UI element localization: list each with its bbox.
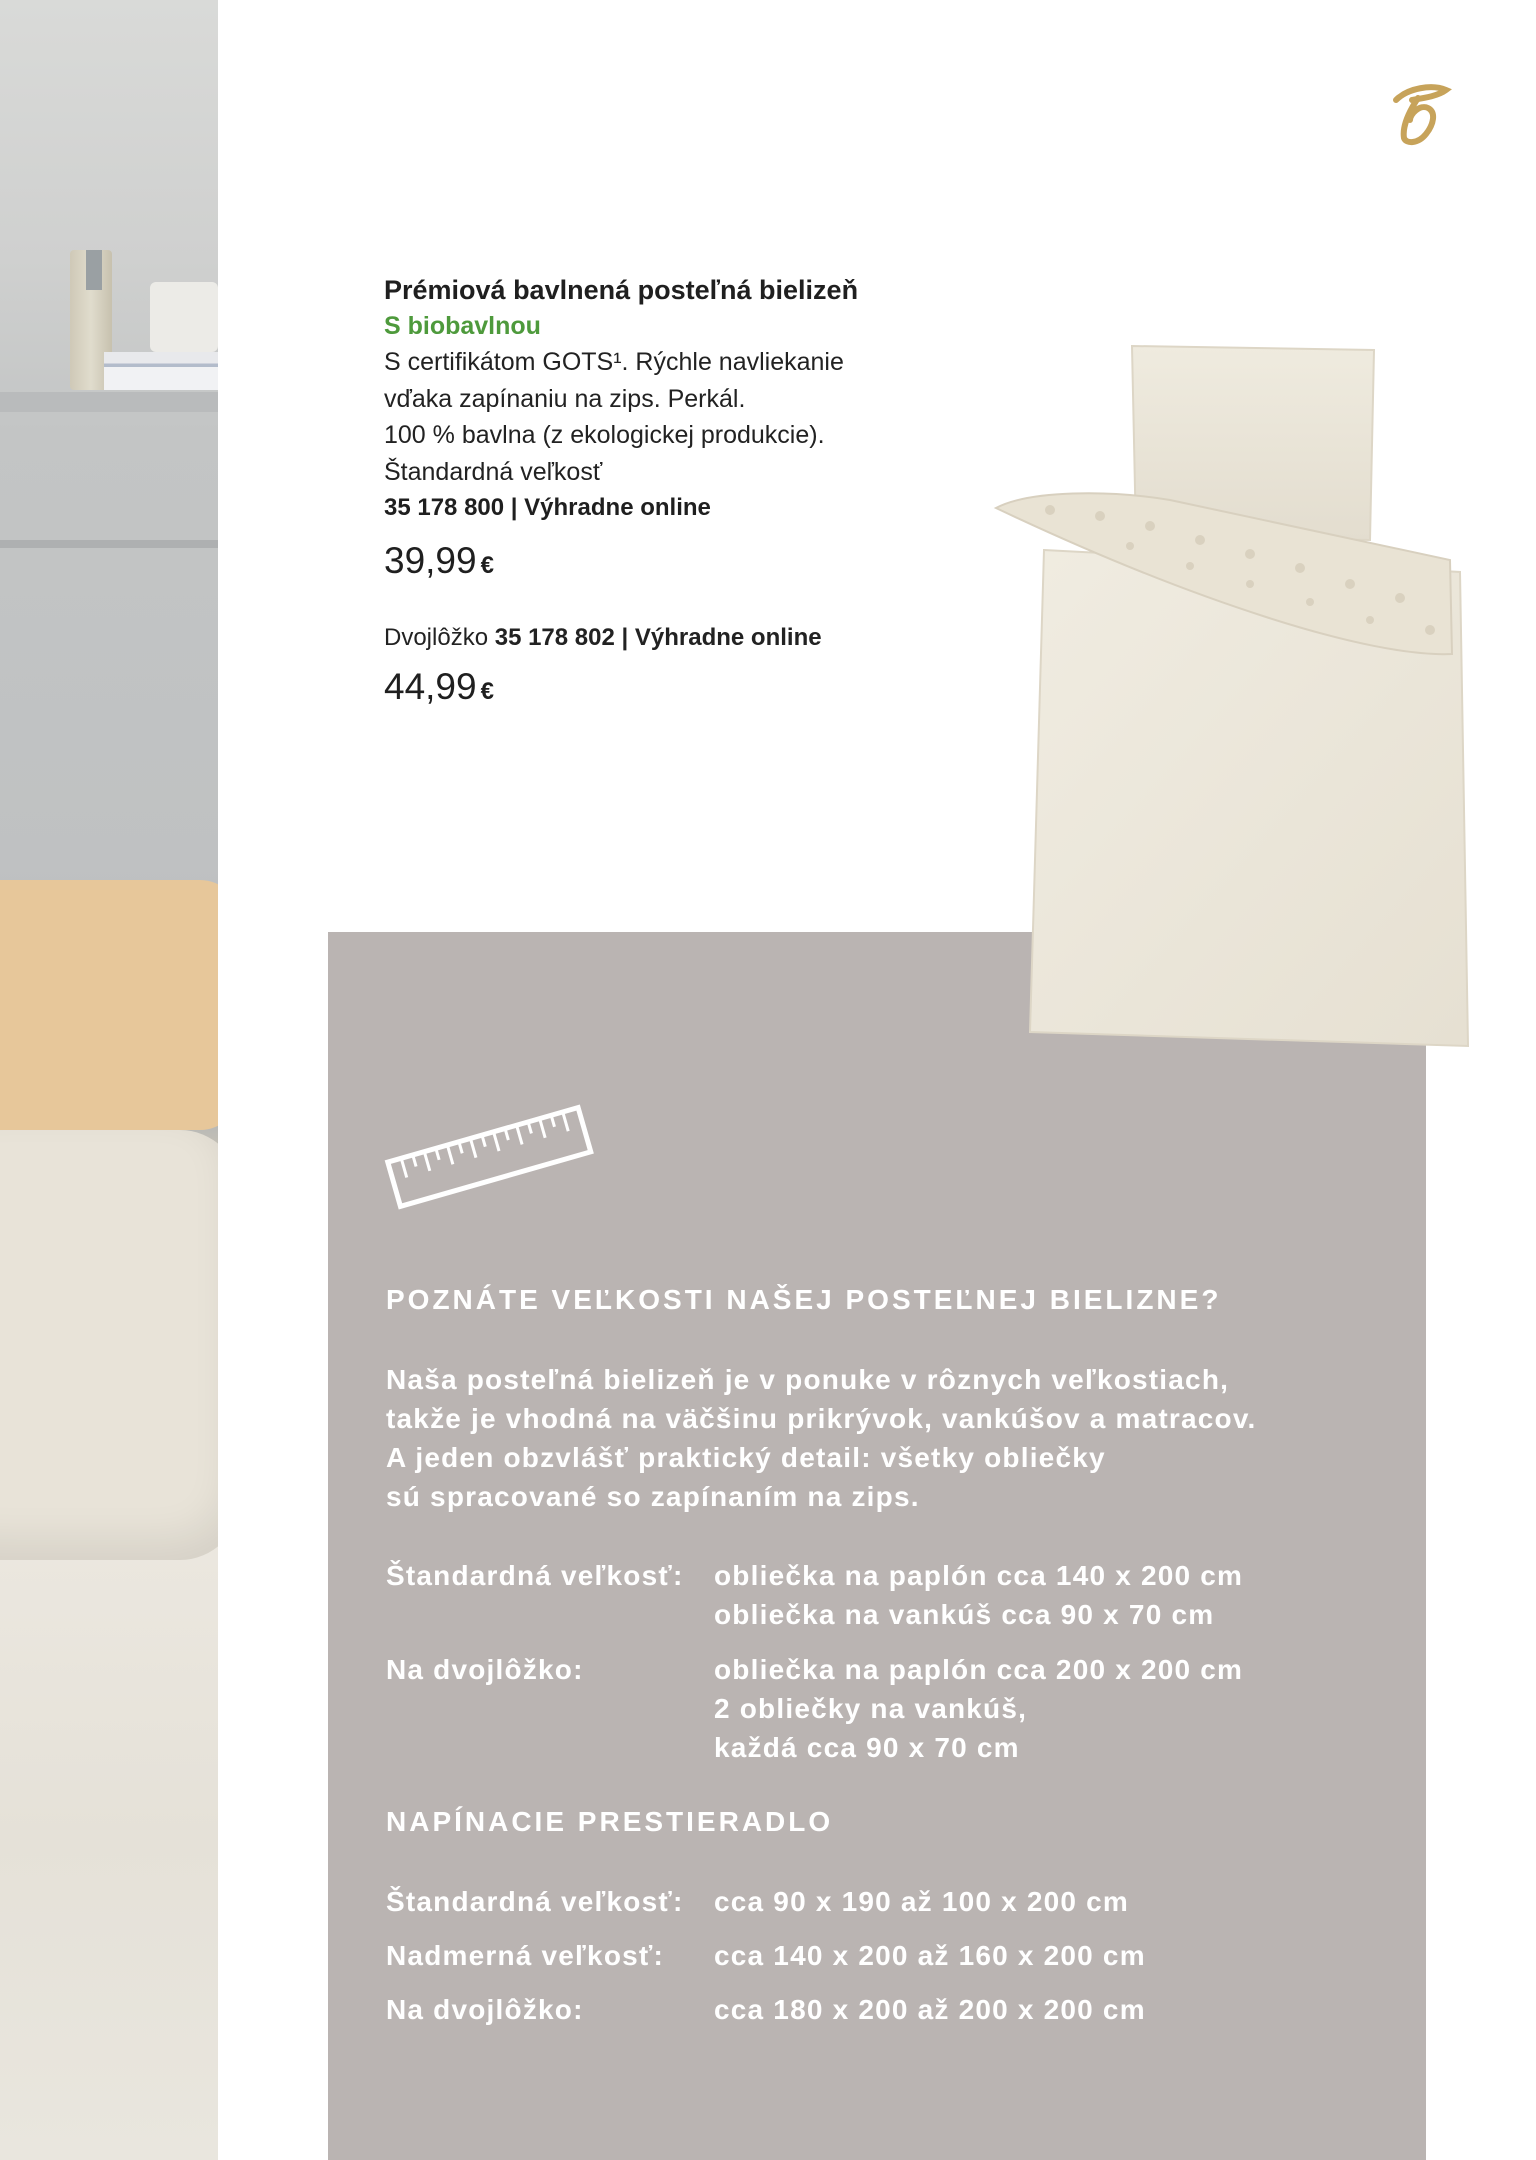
size-value-line: 2 obliečky na vankúš, xyxy=(714,1693,1028,1724)
sheet-value: cca 140 x 200 až 160 x 200 cm xyxy=(714,1940,1146,1971)
price-currency: € xyxy=(480,552,494,579)
product-price xyxy=(384,542,494,579)
orange-pillow xyxy=(0,880,218,1130)
shelf xyxy=(0,392,218,412)
variant-price xyxy=(384,668,494,705)
bottle-cap xyxy=(86,250,102,290)
variant-sku: 35 178 802 | Výhradne online xyxy=(494,624,822,651)
size-value-line: obliečka na vankúš cca 90 x 70 cm xyxy=(714,1599,1215,1630)
size-value-line: obliečka na paplón cca 140 x 200 cm xyxy=(714,1560,1244,1591)
sheet-heading: NAPÍNACIE PRESTIERADLO xyxy=(386,1806,834,1837)
books xyxy=(104,352,218,390)
size-label: Štandardná veľkosť: xyxy=(386,1560,684,1591)
size-label: Na dvojlôžko: xyxy=(386,1654,584,1685)
sheet-label: Na dvojlôžko: xyxy=(386,1994,584,2025)
product-desc-line: 100 % bavlna (z ekologickej produkcie). xyxy=(384,421,825,449)
sheet-value: cca 180 x 200 až 200 x 200 cm xyxy=(714,1994,1146,2025)
paragraph-line: A jeden obzvlášť praktický detail: všetky obliečky xyxy=(386,1442,1106,1473)
bedding-product-image xyxy=(990,340,1490,1060)
product-block xyxy=(384,272,944,526)
tchibo-logo-icon xyxy=(1388,80,1452,148)
product-desc-line: Štandardná veľkosť xyxy=(384,457,603,486)
size-value-line: každá cca 90 x 70 cm xyxy=(714,1732,1020,1763)
candle-cup xyxy=(150,282,218,352)
product-desc-line: S certifikátom GOTS¹. Rýchle navliekanie xyxy=(384,348,844,376)
product-subtitle: S biobavlnou xyxy=(384,312,541,340)
paragraph-line: Naša posteľná bielizeň je v ponuke v rôznych veľkostiach, xyxy=(386,1364,1230,1395)
product-sku: 35 178 800 | Výhradne online xyxy=(384,494,711,521)
sheet-label: Štandardná veľkosť: xyxy=(386,1886,684,1917)
price-value: 39,99 xyxy=(384,540,477,581)
ruler-icon xyxy=(382,1094,596,1218)
lifestyle-photo xyxy=(0,0,218,2160)
variant-line xyxy=(384,620,822,656)
variant-label: Dvojlôžko xyxy=(384,624,489,651)
sizes-paragraph xyxy=(386,1360,1257,1516)
shelf-edge xyxy=(0,540,218,548)
cream-pillow xyxy=(0,1130,218,1560)
paragraph-line: sú spracované so zapínaním na zips. xyxy=(386,1481,920,1512)
sizes-heading: POZNÁTE VEĽKOSTI NAŠEJ POSTEĽNEJ BIELIZNE? xyxy=(386,1284,1222,1315)
product-title: Prémiová bavlnená posteľná bielizeň xyxy=(384,275,859,305)
size-value xyxy=(714,1650,1243,1767)
price-currency: € xyxy=(480,678,494,705)
sheet-label: Nadmerná veľkosť: xyxy=(386,1940,665,1971)
paragraph-line: takže je vhodná na väčšinu prikrývok, vankúšov a matracov. xyxy=(386,1403,1257,1434)
sheet-value: cca 90 x 190 až 100 x 200 cm xyxy=(714,1886,1130,1917)
size-value-line: obliečka na paplón cca 200 x 200 cm xyxy=(714,1654,1244,1685)
size-value xyxy=(714,1556,1243,1634)
product-desc-line: vďaka zapínaniu na zips. Perkál. xyxy=(384,384,746,413)
price-value: 44,99 xyxy=(384,666,477,707)
